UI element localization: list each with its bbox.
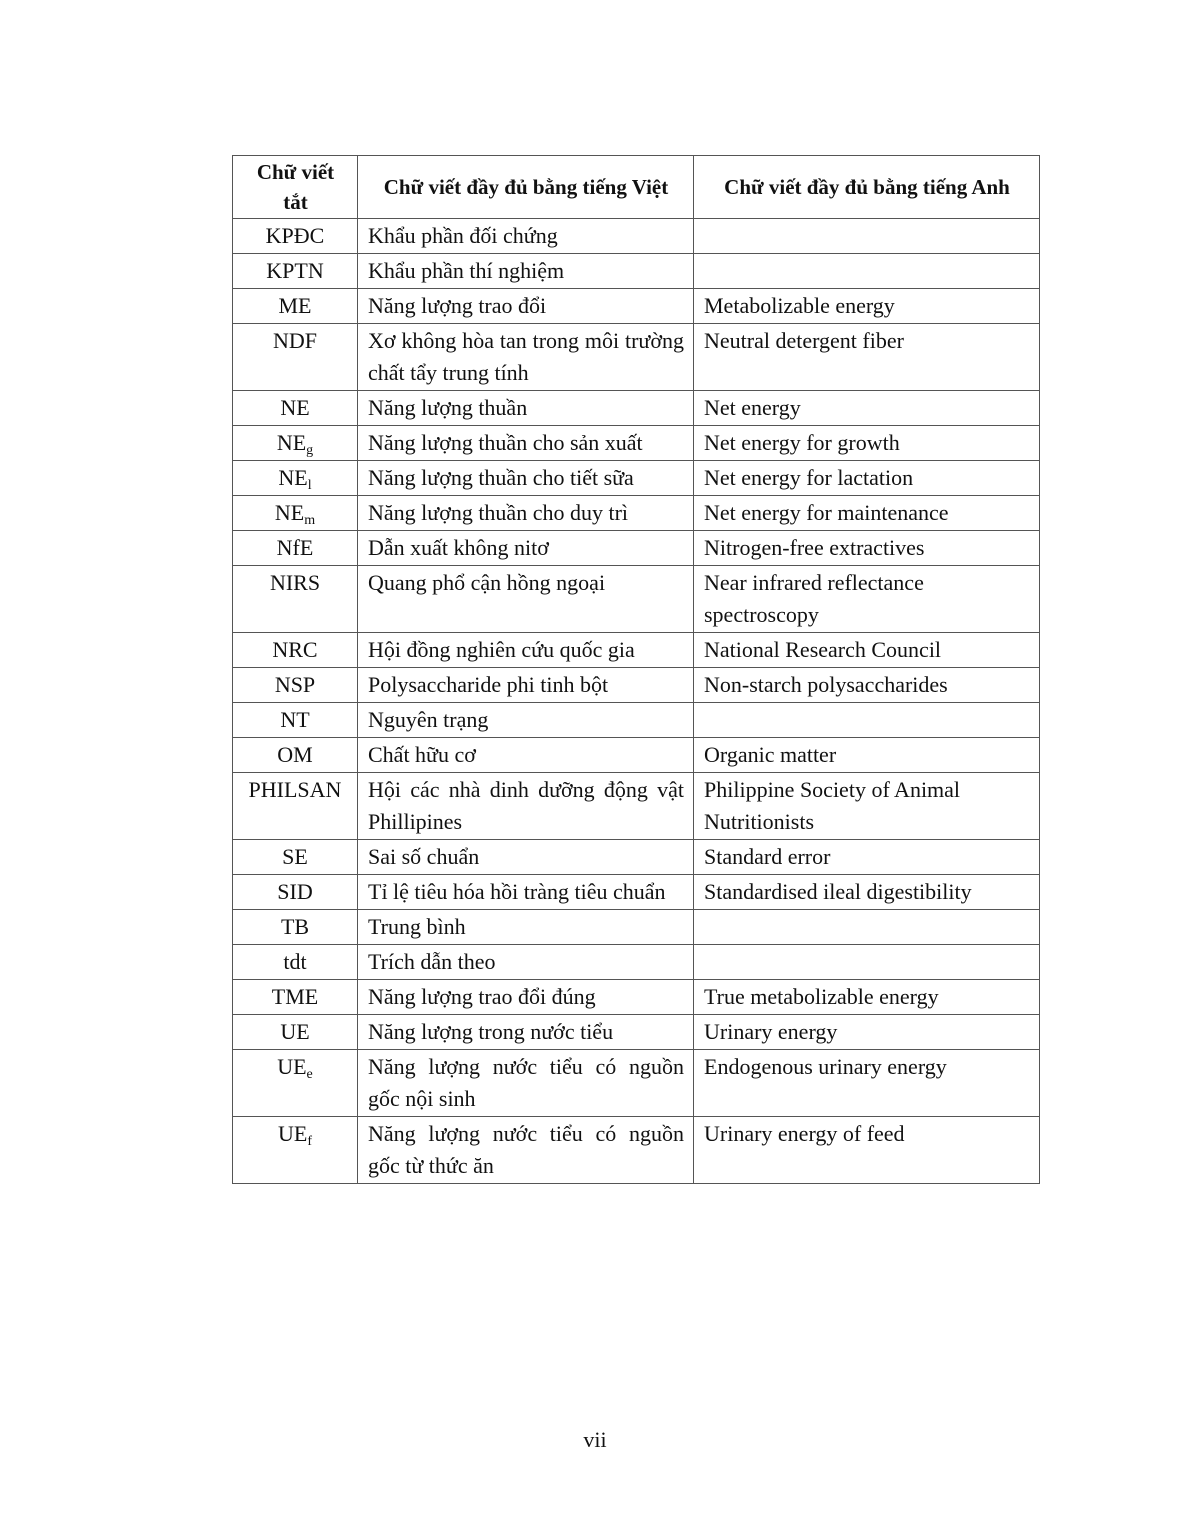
vietnamese-term-cell: Năng lượng thuần cho duy trì xyxy=(358,496,694,531)
english-term-cell xyxy=(694,254,1040,289)
table-row xyxy=(233,703,1040,738)
abbreviation-cell xyxy=(233,219,358,254)
english-term-cell xyxy=(694,219,1040,254)
english-term-cell: Net energy xyxy=(694,391,1040,426)
abbreviation-text: SE xyxy=(282,844,308,869)
table-row xyxy=(233,324,1040,391)
abbreviation-subscript: l xyxy=(307,478,312,493)
abbreviation-cell xyxy=(233,391,358,426)
vietnamese-term-cell: Chất hữu cơ xyxy=(358,738,694,773)
vietnamese-term-cell: Hội đồng nghiên cứu quốc gia xyxy=(358,633,694,668)
abbreviation-text: ME xyxy=(278,293,312,318)
abbreviation-text: UE xyxy=(277,1054,307,1079)
abbreviation-cell xyxy=(233,945,358,980)
table-row xyxy=(233,426,1040,461)
table-row xyxy=(233,391,1040,426)
page-number: vii xyxy=(583,1427,607,1452)
abbreviation-text: UE xyxy=(280,1019,310,1044)
abbreviation-text: TME xyxy=(271,984,319,1009)
english-term-cell: True metabolizable energy xyxy=(694,980,1040,1015)
abbreviation-cell xyxy=(233,289,358,324)
abbreviation-cell xyxy=(233,633,358,668)
abbreviation-text: NIRS xyxy=(269,570,321,595)
table-header-row xyxy=(233,156,1040,219)
abbreviation-text: NE xyxy=(274,500,305,525)
abbreviation-text: NE xyxy=(280,395,310,420)
table-row xyxy=(233,738,1040,773)
vietnamese-term-cell: Năng lượng trao đổi đúng xyxy=(358,980,694,1015)
abbreviation-cell xyxy=(233,738,358,773)
vietnamese-term-cell: Quang phổ cận hồng ngoại xyxy=(358,566,694,633)
header-english: Chữ viết đầy đủ bằng tiếng Anh xyxy=(694,156,1040,219)
vietnamese-term-cell: Nguyên trạng xyxy=(358,703,694,738)
english-term-cell: Standardised ileal digestibility xyxy=(694,875,1040,910)
english-term-cell xyxy=(694,703,1040,738)
abbreviation-cell xyxy=(233,254,358,289)
vietnamese-term-cell: Trích dẫn theo xyxy=(358,945,694,980)
abbreviation-cell xyxy=(233,980,358,1015)
english-term-cell: Organic matter xyxy=(694,738,1040,773)
vietnamese-term-cell: Năng lượng trao đổi xyxy=(358,289,694,324)
table-row xyxy=(233,1117,1040,1184)
vietnamese-term-cell: Sai số chuẩn xyxy=(358,840,694,875)
abbreviation-cell xyxy=(233,531,358,566)
abbreviation-cell xyxy=(233,1015,358,1050)
abbreviation-text: NE xyxy=(278,465,308,490)
english-term-cell: Urinary energy xyxy=(694,1015,1040,1050)
table-row xyxy=(233,289,1040,324)
abbreviation-text: OM xyxy=(277,742,313,767)
english-term-cell: National Research Council xyxy=(694,633,1040,668)
table-row xyxy=(233,773,1040,840)
abbreviation-cell xyxy=(233,910,358,945)
abbreviation-cell xyxy=(233,1117,358,1184)
table-row xyxy=(233,1050,1040,1117)
header-vietnamese: Chữ viết đầy đủ bằng tiếng Việt xyxy=(358,156,694,219)
english-term-cell: Urinary energy of feed xyxy=(694,1117,1040,1184)
abbreviation-cell xyxy=(233,426,358,461)
abbreviation-text: NE xyxy=(276,430,307,455)
abbreviation-subscript: e xyxy=(306,1067,313,1082)
abbreviation-text: PHILSAN xyxy=(248,777,342,802)
abbreviation-cell xyxy=(233,875,358,910)
vietnamese-term-cell: Trung bình xyxy=(358,910,694,945)
abbreviation-text: NDF xyxy=(272,328,317,353)
vietnamese-term-cell: Xơ không hòa tan trong môi trường chất tẩy trung tính xyxy=(358,324,694,391)
table-row xyxy=(233,531,1040,566)
vietnamese-term-cell: Năng lượng thuần xyxy=(358,391,694,426)
abbreviation-cell xyxy=(233,773,358,840)
table-row xyxy=(233,254,1040,289)
abbreviation-text: NSP xyxy=(274,672,316,697)
table-row xyxy=(233,840,1040,875)
abbreviation-cell xyxy=(233,324,358,391)
english-term-cell: Standard error xyxy=(694,840,1040,875)
english-term-cell: Neutral detergent fiber xyxy=(694,324,1040,391)
abbreviation-cell xyxy=(233,461,358,496)
abbreviation-subscript: m xyxy=(304,513,316,528)
abbreviations-table xyxy=(232,155,1040,1184)
english-term-cell: Net energy for growth xyxy=(694,426,1040,461)
english-term-cell: Net energy for lactation xyxy=(694,461,1040,496)
english-term-cell: Philippine Society of Animal Nutritionists xyxy=(694,773,1040,840)
abbreviation-text: SID xyxy=(277,879,313,904)
table-row xyxy=(233,980,1040,1015)
abbreviation-cell xyxy=(233,496,358,531)
table-row xyxy=(233,219,1040,254)
abbreviation-subscript: f xyxy=(307,1134,312,1149)
table-row xyxy=(233,945,1040,980)
abbreviation-cell xyxy=(233,566,358,633)
table-row xyxy=(233,875,1040,910)
abbreviation-subscript: g xyxy=(306,443,314,458)
vietnamese-term-cell: Năng lượng nước tiểu có nguồn gốc nội sinh xyxy=(358,1050,694,1117)
vietnamese-term-cell: Dẫn xuất không nitơ xyxy=(358,531,694,566)
table-row xyxy=(233,668,1040,703)
table-row xyxy=(233,910,1040,945)
header-abbreviation: Chữ viết tắt xyxy=(233,156,358,219)
abbreviation-cell xyxy=(233,668,358,703)
abbreviation-cell xyxy=(233,1050,358,1117)
english-term-cell: Near infrared reflectance spectroscopy xyxy=(694,566,1040,633)
table-row xyxy=(233,633,1040,668)
english-term-cell xyxy=(694,945,1040,980)
abbreviation-text: NRC xyxy=(272,637,318,662)
vietnamese-term-cell: Năng lượng thuần cho tiết sữa xyxy=(358,461,694,496)
vietnamese-term-cell: Năng lượng nước tiểu có nguồn gốc từ thức ăn xyxy=(358,1117,694,1184)
english-term-cell: Non-starch polysaccharides xyxy=(694,668,1040,703)
english-term-cell: Net energy for maintenance xyxy=(694,496,1040,531)
vietnamese-term-cell: Polysaccharide phi tinh bột xyxy=(358,668,694,703)
table-body xyxy=(233,219,1040,1184)
table-row xyxy=(233,461,1040,496)
english-term-cell: Metabolizable energy xyxy=(694,289,1040,324)
vietnamese-term-cell: Năng lượng trong nước tiểu xyxy=(358,1015,694,1050)
vietnamese-term-cell: Khẩu phần thí nghiệm xyxy=(358,254,694,289)
english-term-cell: Endogenous urinary energy xyxy=(694,1050,1040,1117)
table-row xyxy=(233,496,1040,531)
english-term-cell xyxy=(694,910,1040,945)
abbreviation-text: tdt xyxy=(283,949,307,974)
abbreviation-cell xyxy=(233,703,358,738)
abbreviation-text: TB xyxy=(280,914,310,939)
abbreviation-text: UE xyxy=(278,1121,308,1146)
abbreviation-text: NfE xyxy=(276,535,314,560)
english-term-cell: Nitrogen-free extractives xyxy=(694,531,1040,566)
abbreviation-cell xyxy=(233,840,358,875)
abbreviation-text: NT xyxy=(280,707,310,732)
abbreviation-text: KPĐC xyxy=(265,223,325,248)
vietnamese-term-cell: Tỉ lệ tiêu hóa hồi tràng tiêu chuẩn xyxy=(358,875,694,910)
vietnamese-term-cell: Năng lượng thuần cho sản xuất xyxy=(358,426,694,461)
table-row xyxy=(233,566,1040,633)
vietnamese-term-cell: Khẩu phần đối chứng xyxy=(358,219,694,254)
vietnamese-term-cell: Hội các nhà dinh dưỡng động vật Phillipines xyxy=(358,773,694,840)
table-row xyxy=(233,1015,1040,1050)
abbreviation-text: KPTN xyxy=(266,258,324,283)
